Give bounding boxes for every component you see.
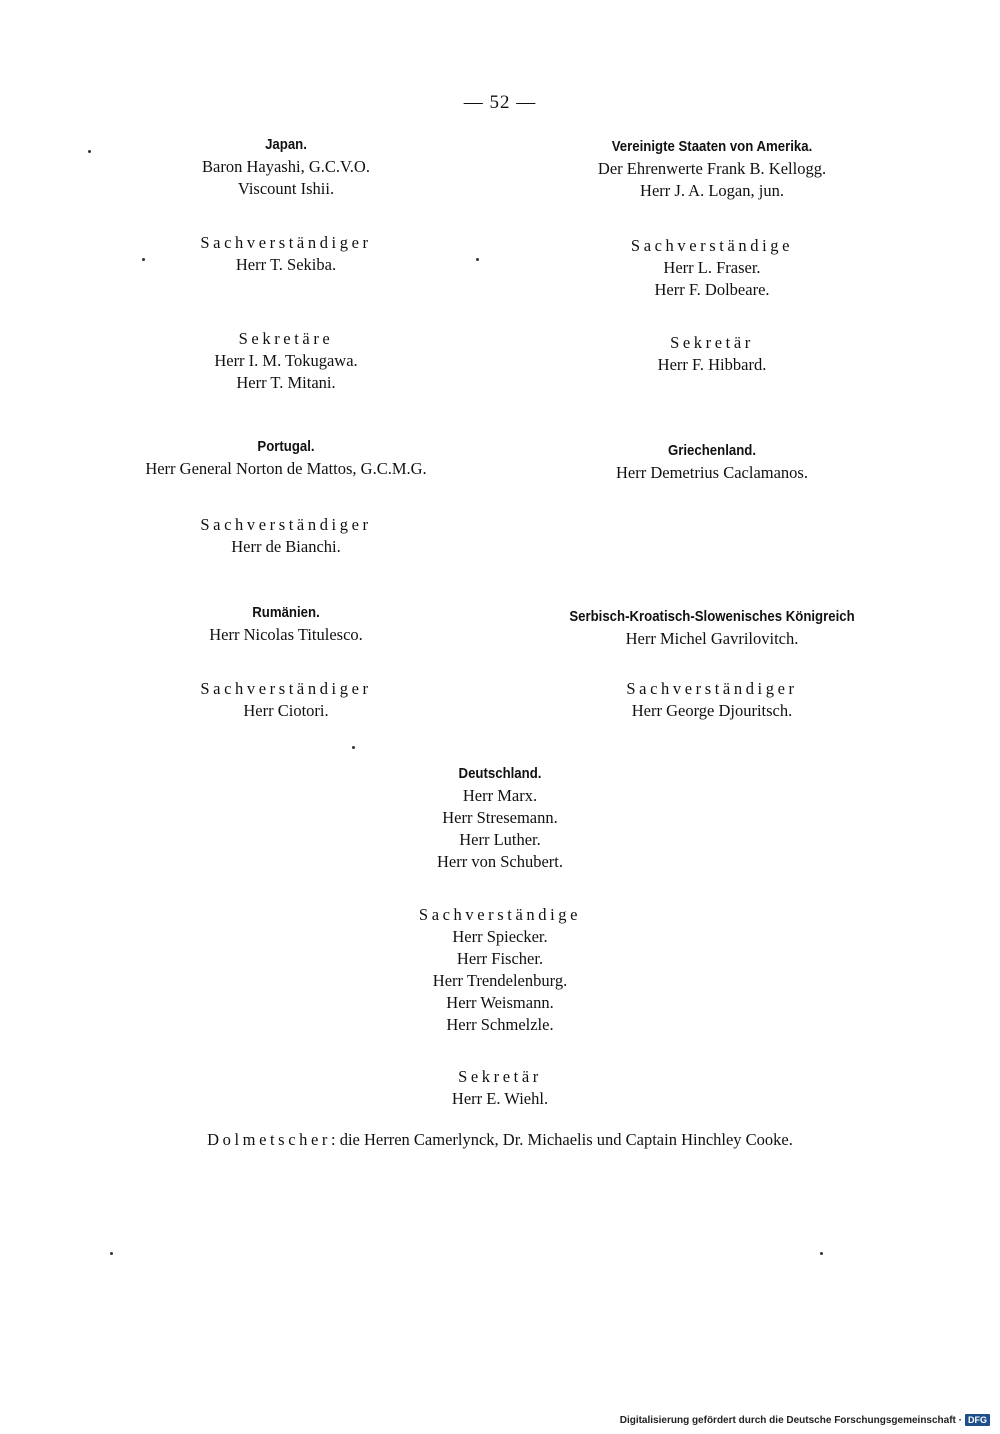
block-usa-secretaries — [512, 332, 912, 376]
role-label: Sachverständiger — [200, 515, 372, 534]
scan-speck — [142, 258, 145, 261]
role-label: Sachverständiger — [200, 233, 372, 252]
block-romania-experts — [86, 678, 486, 722]
interpreters-text: : die Herren Camerlynck, Dr. Michaelis und Captain Hinchley Cooke. — [331, 1130, 793, 1149]
expert-line: Herr Trendelenburg. — [432, 971, 568, 990]
block-portugal — [86, 438, 486, 480]
block-japan — [86, 136, 486, 200]
expert-line: Herr L. Fraser. — [663, 258, 761, 277]
block-usa — [512, 138, 912, 202]
role-label: Sachverständiger — [200, 679, 372, 698]
delegate-line: Herr Nicolas Titulesco. — [209, 625, 363, 644]
interpreters-label: Dolmetscher — [207, 1130, 331, 1149]
expert-line: Herr Weismann. — [446, 993, 554, 1012]
country-heading: Griechenland. — [667, 442, 757, 459]
expert-line: Herr Schmelzle. — [446, 1015, 554, 1034]
country-heading: Serbisch-Kroatisch-Slowenisches Königreich — [569, 608, 855, 625]
block-sks — [512, 608, 912, 650]
footer-text: Digitalisierung gefördert durch die Deutsche Forschungsgemeinschaft · — [619, 1414, 962, 1426]
delegate-line: Baron Hayashi, G.C.V.O. — [202, 157, 370, 176]
block-germany-experts — [300, 904, 700, 1036]
role-label: Sachverständige — [418, 905, 582, 924]
delegate-line: Herr Michel Gavrilovitch. — [625, 629, 799, 648]
secretary-line: Herr I. M. Tokugawa. — [214, 351, 358, 370]
delegate-line: Herr General Norton de Mattos, G.C.M.G. — [145, 459, 427, 478]
scan-speck — [352, 746, 355, 749]
country-heading: Deutschland. — [458, 765, 542, 782]
expert-line: Herr de Bianchi. — [231, 537, 341, 556]
delegate-line: Viscount Ishii. — [237, 179, 335, 198]
interpreters-line — [0, 1130, 1000, 1150]
block-japan-experts — [86, 232, 486, 276]
expert-line: Herr Ciotori. — [243, 701, 329, 720]
role-label: Sekretär — [670, 333, 754, 352]
block-usa-experts — [512, 235, 912, 301]
expert-line: Herr Spiecker. — [452, 927, 548, 946]
role-label: Sachverständige — [630, 236, 794, 255]
country-heading: Rumänien. — [252, 604, 320, 621]
digitization-footer — [620, 1414, 990, 1426]
expert-line: Herr F. Dolbeare. — [654, 280, 770, 299]
block-romania — [86, 604, 486, 646]
delegate-line: Herr Stresemann. — [442, 808, 558, 827]
delegate-line: Herr J. A. Logan, jun. — [640, 181, 784, 200]
block-portugal-experts — [86, 514, 486, 558]
secretary-line: Herr F. Hibbard. — [657, 355, 767, 374]
block-japan-secretaries — [86, 328, 486, 394]
expert-line: Herr T. Sekiba. — [235, 255, 337, 274]
scan-speck — [476, 258, 479, 261]
scan-speck — [88, 150, 91, 153]
country-heading: Portugal. — [257, 438, 315, 455]
delegate-line: Herr Marx. — [462, 786, 538, 805]
expert-line: Herr George Djouritsch. — [631, 701, 793, 720]
country-heading: Japan. — [265, 136, 307, 153]
dfg-logo: DFG — [965, 1414, 990, 1426]
delegate-line: Herr Demetrius Caclamanos. — [616, 463, 808, 482]
role-label: Sekretär — [458, 1067, 542, 1086]
country-heading: Vereinigte Staaten von Amerika. — [611, 138, 813, 155]
expert-line: Herr Fischer. — [456, 949, 544, 968]
role-label: Sekretäre — [238, 329, 334, 348]
block-greece — [512, 442, 912, 484]
scan-speck — [820, 1252, 823, 1255]
block-germany — [300, 765, 700, 873]
block-sks-experts — [512, 678, 912, 722]
scan-speck — [110, 1252, 113, 1255]
delegate-line: Der Ehrenwerte Frank B. Kellogg. — [597, 159, 827, 178]
delegate-line: Herr Luther. — [459, 830, 541, 849]
secretary-line: Herr E. Wiehl. — [451, 1089, 549, 1108]
page-number: — 52 — — [463, 92, 537, 113]
secretary-line: Herr T. Mitani. — [236, 373, 336, 392]
block-germany-secretaries — [300, 1066, 700, 1110]
delegate-line: Herr von Schubert. — [436, 852, 563, 871]
role-label: Sachverständiger — [626, 679, 798, 698]
